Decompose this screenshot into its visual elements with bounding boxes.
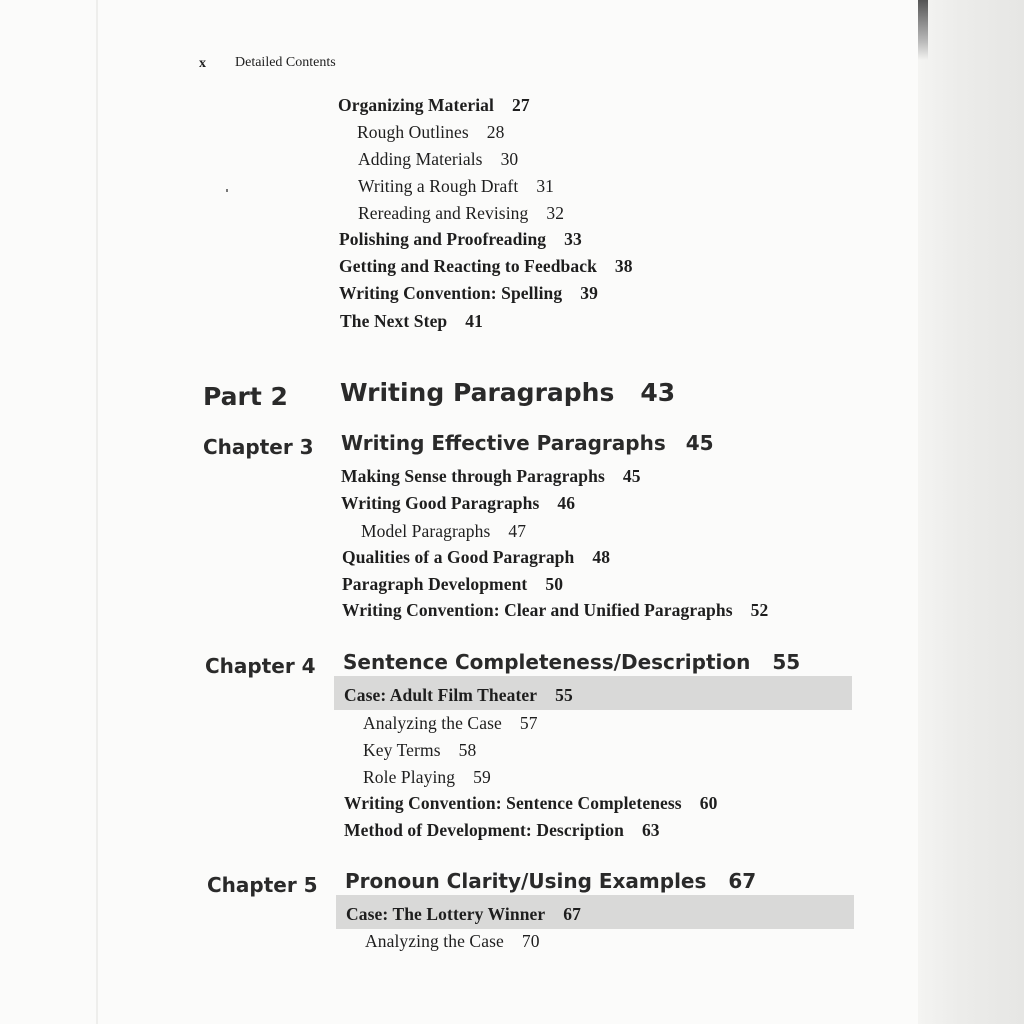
- toc-entry-page: 52: [750, 600, 769, 620]
- toc-entry-page: 47: [508, 521, 527, 541]
- page-numeral: x: [199, 56, 206, 71]
- toc-entry-title: Writing a Rough Draft: [358, 176, 519, 196]
- toc-entry[interactable]: [340, 311, 483, 332]
- part-heading[interactable]: [340, 378, 675, 407]
- toc-entry-page: 27: [511, 95, 530, 115]
- scan-speck: [226, 189, 228, 192]
- page-left-edge: [96, 0, 98, 1024]
- toc-entry-page: 58: [458, 740, 477, 760]
- toc-entry-page: 45: [622, 466, 641, 486]
- chapter-page: 45: [685, 431, 714, 455]
- chapter-label: Chapter 4: [205, 654, 316, 678]
- part-title: Writing Paragraphs: [340, 378, 615, 407]
- toc-entry[interactable]: [341, 493, 575, 514]
- toc-entry[interactable]: [344, 820, 660, 841]
- toc-subentry[interactable]: [363, 713, 538, 734]
- toc-entry-title: Adding Materials: [358, 149, 483, 169]
- toc-entry-title: Case: The Lottery Winner: [346, 904, 546, 924]
- chapter-heading[interactable]: [343, 650, 800, 674]
- toc-entry-page: 57: [519, 713, 538, 733]
- toc-subentry[interactable]: [361, 521, 526, 542]
- toc-entry[interactable]: [339, 256, 633, 277]
- chapter-heading[interactable]: [345, 869, 756, 893]
- toc-entry-page: 28: [486, 122, 505, 142]
- page-right-edge: [918, 0, 1024, 1024]
- toc-entry-title: Writing Convention: Sentence Completeness: [344, 793, 682, 813]
- running-head-title: Detailed Contents: [235, 55, 336, 70]
- toc-entry-page: 70: [521, 931, 540, 951]
- page-corner-shadow: [918, 0, 928, 60]
- toc-entry-title: Rough Outlines: [357, 122, 469, 142]
- toc-entry-title: Analyzing the Case: [363, 713, 502, 733]
- chapter-page: 55: [772, 650, 801, 674]
- toc-entry-case[interactable]: [344, 685, 573, 706]
- toc-entry-title: Polishing and Proofreading: [339, 229, 547, 249]
- toc-entry-title: Writing Convention: Clear and Unified Paragraphs: [342, 600, 733, 620]
- toc-entry-title: Role Playing: [363, 767, 456, 787]
- toc-entry-page: 63: [641, 820, 660, 840]
- toc-entry-page: 59: [473, 767, 491, 787]
- toc-entry-title: Making Sense through Paragraphs: [341, 466, 605, 486]
- chapter-title: Writing Effective Paragraphs: [341, 431, 666, 455]
- toc-entry[interactable]: [342, 600, 768, 621]
- toc-entry-page: 46: [557, 493, 576, 513]
- toc-entry-title: Rereading and Revising: [358, 203, 529, 223]
- toc-entry-page: 55: [555, 685, 573, 705]
- toc-entry-title: Writing Good Paragraphs: [341, 493, 540, 513]
- toc-subentry[interactable]: [358, 149, 518, 170]
- toc-entry-page: 48: [592, 547, 611, 567]
- chapter-label: Chapter 3: [203, 435, 314, 459]
- part-page: 43: [640, 378, 676, 407]
- toc-entry-title: The Next Step: [340, 311, 448, 331]
- toc-entry-title: Writing Convention: Spelling: [339, 283, 563, 303]
- toc-subentry[interactable]: [363, 767, 491, 788]
- toc-entry-page: 30: [500, 149, 519, 169]
- toc-entry-title: Model Paragraphs: [361, 521, 491, 541]
- toc-entry-title: Organizing Material: [338, 95, 494, 115]
- toc-entry-title: Key Terms: [363, 740, 441, 760]
- toc-entry[interactable]: [342, 574, 563, 595]
- toc-subentry[interactable]: [363, 740, 476, 761]
- toc-entry-page: 38: [614, 256, 633, 276]
- toc-entry-title: Analyzing the Case: [365, 931, 504, 951]
- toc-entry-page: 32: [546, 203, 565, 223]
- toc-entry-page: 33: [564, 229, 582, 249]
- toc-entry-page: 39: [580, 283, 598, 303]
- chapter-label: Chapter 5: [207, 873, 318, 897]
- toc-entry-case[interactable]: [346, 904, 581, 925]
- toc-subentry[interactable]: [357, 122, 504, 143]
- toc-subentry[interactable]: [358, 203, 564, 224]
- chapter-title: Sentence Completeness/Description: [343, 650, 751, 674]
- toc-entry[interactable]: [342, 547, 610, 568]
- toc-entry[interactable]: [344, 793, 717, 814]
- chapter-title: Pronoun Clarity/Using Examples: [345, 869, 707, 893]
- toc-entry-title: Case: Adult Film Theater: [344, 685, 538, 705]
- toc-entry-title: Paragraph Development: [342, 574, 528, 594]
- toc-entry-page: 60: [699, 793, 718, 813]
- toc-entry-title: Qualities of a Good Paragraph: [342, 547, 575, 567]
- toc-entry-title: Getting and Reacting to Feedback: [339, 256, 597, 276]
- toc-subentry[interactable]: [358, 176, 554, 197]
- toc-entry[interactable]: [339, 283, 598, 304]
- part-label: Part 2: [203, 382, 288, 411]
- toc-entry-page: 41: [465, 311, 483, 331]
- chapter-page: 67: [728, 869, 757, 893]
- toc-entry[interactable]: [341, 466, 641, 487]
- toc-entry-title: Method of Development: Description: [344, 820, 624, 840]
- toc-entry-page: 67: [563, 904, 581, 924]
- toc-entry[interactable]: [338, 95, 530, 116]
- toc-entry-page: 50: [545, 574, 564, 594]
- toc-entry-page: 31: [536, 176, 555, 196]
- toc-entry[interactable]: [339, 229, 582, 250]
- chapter-heading[interactable]: [341, 431, 714, 455]
- toc-subentry[interactable]: [365, 931, 540, 952]
